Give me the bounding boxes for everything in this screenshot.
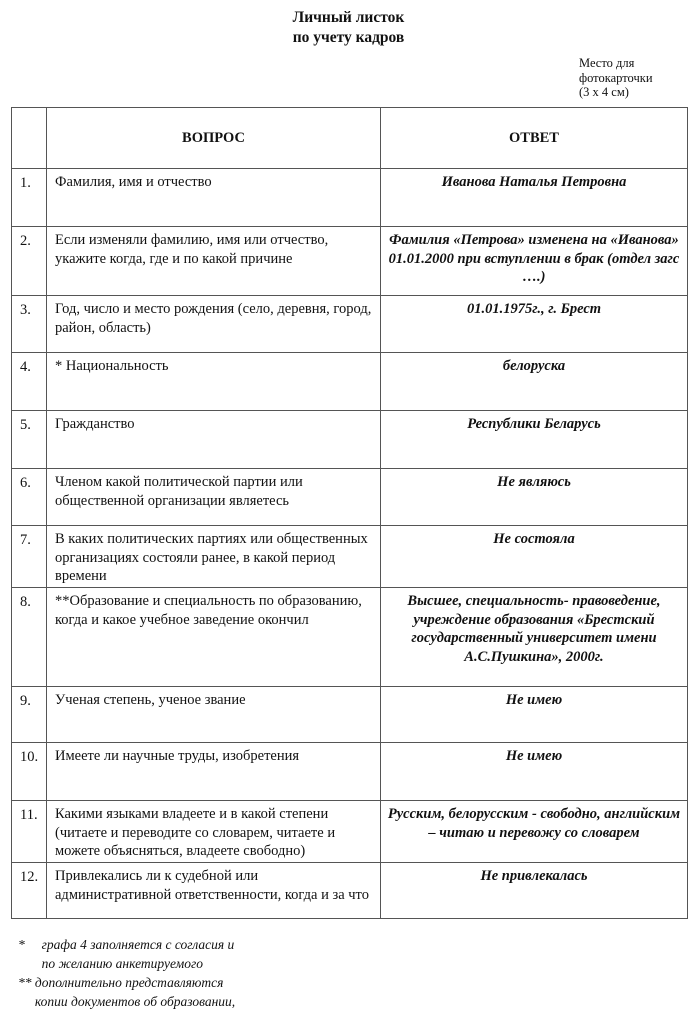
table-row xyxy=(12,801,688,863)
photo-note-line: фотокарточки xyxy=(579,70,653,85)
header-number xyxy=(12,108,47,169)
footnotes xyxy=(18,935,235,1011)
photo-note-line: (3 х 4 см) xyxy=(579,85,629,99)
row-number: 11. xyxy=(12,801,47,863)
row-answer: Не привлекалась xyxy=(381,863,688,919)
table-row xyxy=(12,743,688,801)
row-number: 2. xyxy=(12,227,47,296)
table-row xyxy=(12,227,688,296)
table-row xyxy=(12,411,688,469)
table-row xyxy=(12,169,688,227)
row-number: 6. xyxy=(12,469,47,526)
table-row xyxy=(12,469,688,526)
row-answer: Не имею xyxy=(381,687,688,743)
photo-placeholder-note xyxy=(579,56,653,100)
row-number: 9. xyxy=(12,687,47,743)
row-question: Год, число и место рождения (село, деревня, город, район, область) xyxy=(47,296,381,353)
footnote-line: копии документов об образовании, xyxy=(18,994,236,1009)
footnote-line: по желанию анкетируемого xyxy=(18,956,204,971)
row-number: 4. xyxy=(12,353,47,411)
row-question: Фамилия, имя и отчество xyxy=(47,169,381,227)
row-question: Какими языками владеете и в какой степени (читаете и переводите со словарем, читаете и можете объясняться, владеете свободно) xyxy=(47,801,381,863)
row-question: * Национальность xyxy=(47,353,381,411)
table-header-row xyxy=(12,108,688,169)
row-answer: 01.01.1975г., г. Брест xyxy=(381,296,688,353)
row-answer: Высшее, специальность- правоведение, учреждение образования «Брестский государственный университет имени А.С.Пушкина», 2000г. xyxy=(381,588,688,687)
row-number: 5. xyxy=(12,411,47,469)
table-row xyxy=(12,687,688,743)
row-answer: Республики Беларусь xyxy=(381,411,688,469)
row-number: 12. xyxy=(12,863,47,919)
row-question: Членом какой политической партии или общественной организации являетесь xyxy=(47,469,381,526)
table-row xyxy=(12,296,688,353)
row-number: 1. xyxy=(12,169,47,227)
table-row xyxy=(12,588,688,687)
row-question: Если изменяли фамилию, имя или отчество, укажите когда, где и по какой причине xyxy=(47,227,381,296)
row-answer: белоруска xyxy=(381,353,688,411)
table-row xyxy=(12,863,688,919)
row-number: 8. xyxy=(12,588,47,687)
row-question: Привлекались ли к судебной или административной ответственности, когда и за что xyxy=(47,863,381,919)
row-answer: Иванова Наталья Петровна xyxy=(381,169,688,227)
footnote-line: ** дополнительно представляются xyxy=(18,975,224,990)
row-question: Имеете ли научные труды, изобретения xyxy=(47,743,381,801)
table-row xyxy=(12,526,688,588)
document-title: Личный листок xyxy=(292,9,405,26)
row-question: Гражданство xyxy=(47,411,381,469)
row-answer: Не являюсь xyxy=(381,469,688,526)
document-subtitle: по учету кадров xyxy=(292,29,405,46)
row-number: 3. xyxy=(12,296,47,353)
photo-note-line: Место для xyxy=(579,56,635,70)
row-question: **Образование и специальность по образованию, когда и какое учебное заведение окончил xyxy=(47,588,381,687)
row-answer: Русским, белорусским - свободно, английским – читаю и перевожу со словарем xyxy=(381,801,688,863)
row-question: Ученая степень, ученое звание xyxy=(47,687,381,743)
row-answer: Не состояла xyxy=(381,526,688,588)
header-answer: ОТВЕТ xyxy=(381,108,688,169)
personnel-form-table xyxy=(11,107,688,919)
row-answer: Фамилия «Петрова» изменена на «Иванова» 01.01.2000 при вступлении в брак (отдел загс ….) xyxy=(381,227,688,296)
row-number: 7. xyxy=(12,526,47,588)
header-question: ВОПРОС xyxy=(47,108,381,169)
row-number: 10. xyxy=(12,743,47,801)
footnote-line: * графа 4 заполняется с согласия и xyxy=(18,937,235,952)
row-question: В каких политических партиях или общественных организациях состояли ранее, в какой период времени xyxy=(47,526,381,588)
row-answer: Не имею xyxy=(381,743,688,801)
table-row xyxy=(12,353,688,411)
